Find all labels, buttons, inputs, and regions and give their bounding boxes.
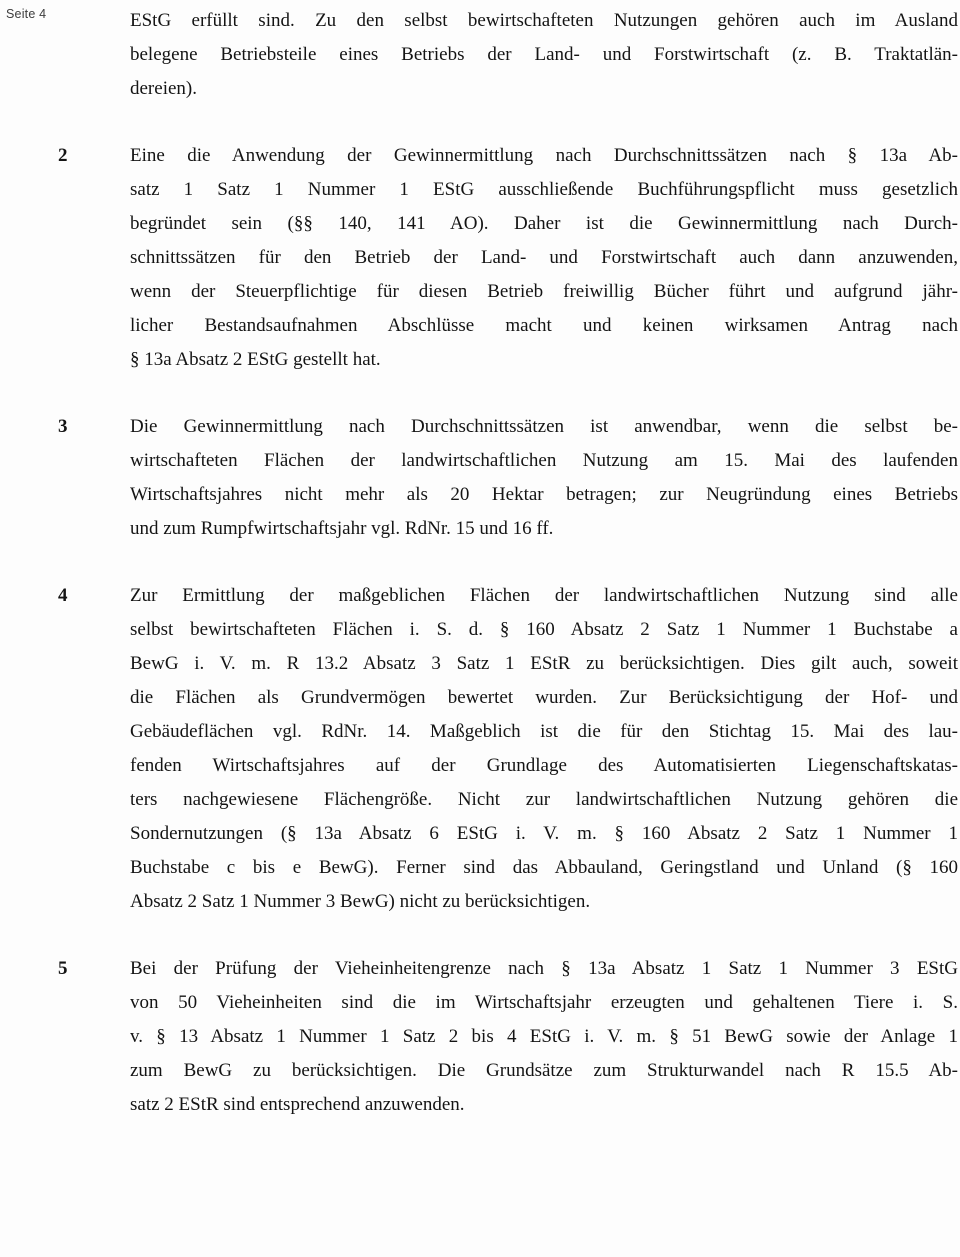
text-line: Eine die Anwendung der Gewinnermittlung nach Durchschnittssätzen nach § 13a Ab- [130,145,958,166]
text-line: Buchstabe c bis e BewG). Ferner sind das Abbauland, Geringstland und Unland (§ 160 [130,857,958,878]
paragraph [58,579,958,919]
text-line: Zur Ermittlung der maßgeblichen Flächen der landwirtschaftlichen Nutzung sind alle [130,585,958,606]
margin-number: 4 [58,585,68,606]
text-line: Bei der Prüfung der Vieheinheitengrenze nach § 13a Absatz 1 Satz 1 Nummer 3 EStG [130,958,958,979]
margin-number: 3 [58,416,68,437]
text-line: schnittssätzen für den Betrieb der Land- und Forstwirtschaft auch dann anzuwenden, [130,247,958,268]
text-line: und zum Rumpfwirtschaftsjahr vgl. RdNr. 15 und 16 ff. [130,518,554,539]
text-line: Gebäudeflächen vgl. RdNr. 14. Maßgeblich ist die für den Stichtag 15. Mai des lau- [130,721,958,742]
text-line: licher Bestandsaufnahmen Abschlüsse macht und keinen wirksamen Antrag nach [130,315,958,336]
paragraph [130,4,958,106]
text-line: satz 2 EStR sind entsprechend anzuwenden. [130,1094,465,1115]
page-number-label: Seite 4 [6,7,47,21]
text-line: satz 1 Satz 1 Nummer 1 EStG ausschließende Buchführungspflicht muss gesetzlich [130,179,958,200]
margin-number: 2 [58,145,68,166]
margin-number: 5 [58,958,68,979]
text-line: Die Gewinnermittlung nach Durchschnittssätzen ist anwendbar, wenn die selbst be- [130,416,958,437]
document-content [58,4,958,1122]
text-line: selbst bewirtschafteten Flächen i. S. d. § 160 Absatz 2 Satz 1 Nummer 1 Buchstabe a [130,619,958,640]
paragraph [58,952,958,1122]
text-line: § 13a Absatz 2 EStG gestellt hat. [130,349,381,370]
text-line: BewG i. V. m. R 13.2 Absatz 3 Satz 1 EStR zu berücksichtigen. Dies gilt auch, soweit [130,653,958,674]
text-line: belegene Betriebsteile eines Betriebs der Land- und Forstwirtschaft (z. B. Traktatlän- [130,44,958,65]
text-line: wirtschafteten Flächen der landwirtschaftlichen Nutzung am 15. Mai des laufenden [130,450,958,471]
text-line: Wirtschaftsjahres nicht mehr als 20 Hektar betragen; zur Neugründung eines Betriebs [130,484,958,505]
text-line: ters nachgewiesene Flächengröße. Nicht zur landwirtschaftlichen Nutzung gehören die [130,789,958,810]
paragraph [58,139,958,377]
text-line: fenden Wirtschaftsjahres auf der Grundlage des Automatisierten Liegenschaftskatas- [130,755,958,776]
text-line: EStG erfüllt sind. Zu den selbst bewirtschafteten Nutzungen gehören auch im Ausland [130,10,958,31]
text-line: dereien). [130,78,197,99]
text-line: Sondernutzungen (§ 13a Absatz 6 EStG i. V. m. § 160 Absatz 2 Satz 1 Nummer 1 [130,823,958,844]
text-line: zum BewG zu berücksichtigen. Die Grundsätze zum Strukturwandel nach R 15.5 Ab- [130,1060,958,1081]
text-line: begründet sein (§§ 140, 141 AO). Daher ist die Gewinnermittlung nach Durch- [130,213,958,234]
text-line: von 50 Vieheinheiten sind die im Wirtschaftsjahr erzeugten und gehaltenen Tiere i. S. [130,992,958,1013]
text-line: die Flächen als Grundvermögen bewertet wurden. Zur Berücksichtigung der Hof- und [130,687,958,708]
paragraph [58,410,958,546]
text-line: wenn der Steuerpflichtige für diesen Betrieb freiwillig Bücher führt und aufgrund jähr- [130,281,958,302]
text-line: v. § 13 Absatz 1 Nummer 1 Satz 2 bis 4 EStG i. V. m. § 51 BewG sowie der Anlage 1 [130,1026,958,1047]
text-line: Absatz 2 Satz 1 Nummer 3 BewG) nicht zu berücksichtigen. [130,891,591,912]
